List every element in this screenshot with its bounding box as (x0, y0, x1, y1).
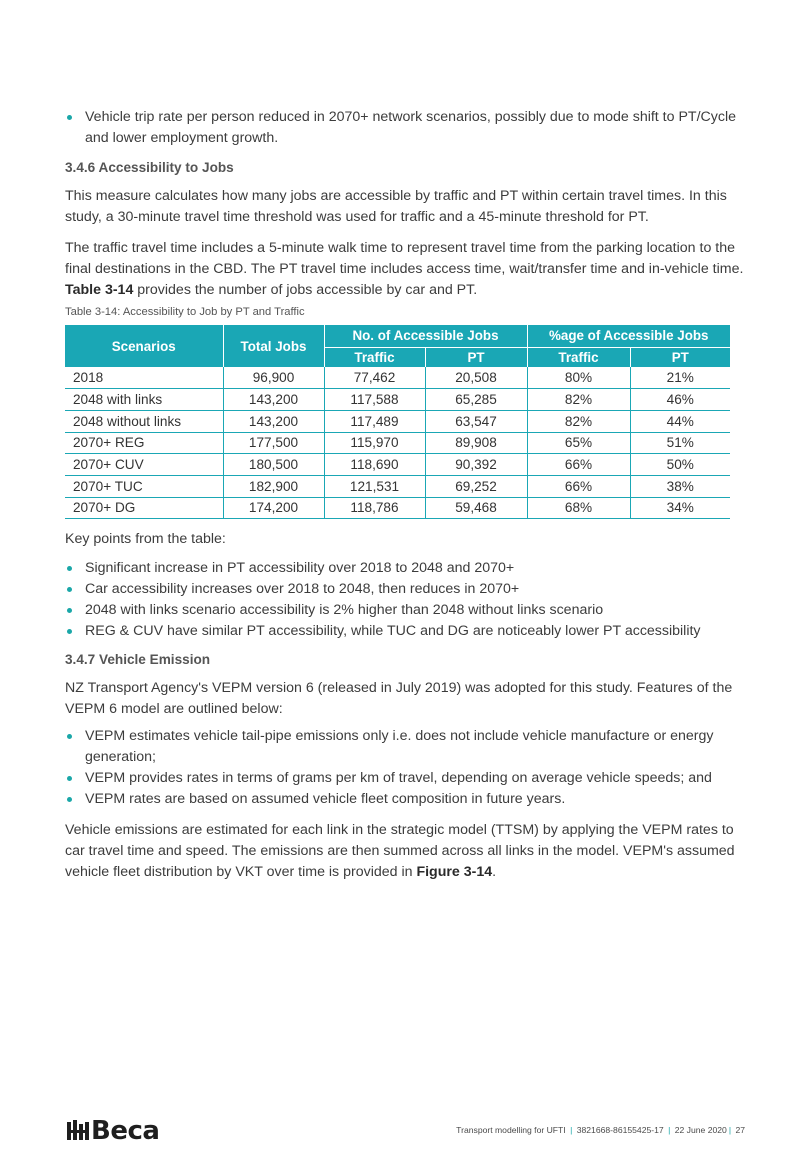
column-group-accessible-jobs: No. of Accessible Jobs (324, 325, 527, 347)
footer-separator: | (728, 1125, 734, 1135)
paragraph-text: provides the number of jobs accessible by car and PT. (133, 282, 478, 298)
table-row (65, 410, 730, 432)
paragraph-text: The traffic travel time includes a 5-minute walk time to represent travel time from the parking location to the final destinations in the CBD. The PT travel time includes access time, wait/transfer time and in-vehicle time. (65, 240, 744, 277)
cell-traffic-pct: 82% (527, 389, 630, 411)
list-item (65, 768, 745, 789)
footer-doc-ref: 3821668-86155425-17 (576, 1125, 664, 1135)
bullet-text: Vehicle trip rate per person reduced in 2070+ network scenarios, possibly due to mode shift to PT/Cycle and lower employment growth. (85, 109, 737, 146)
cell-pt: 20,508 (425, 367, 527, 389)
cell-pt-pct: 44% (630, 410, 730, 432)
vepm-features-list (65, 726, 745, 810)
cell-total: 96,900 (223, 367, 324, 389)
bullet-icon (67, 629, 72, 634)
page-content (65, 107, 745, 893)
accessibility-paragraph-2 (65, 238, 745, 301)
accessibility-table (65, 325, 730, 519)
list-item (65, 600, 745, 621)
paragraph-text: . (492, 864, 497, 881)
cell-scenario: 2070+ DG (65, 497, 223, 519)
list-item (65, 579, 745, 600)
cell-pt-pct: 46% (630, 389, 730, 411)
cell-total: 143,200 (223, 410, 324, 432)
cell-total: 180,500 (223, 454, 324, 476)
beca-logo (67, 1118, 159, 1144)
list-item (65, 107, 745, 149)
cell-traffic: 77,462 (324, 367, 425, 389)
footer-date: 22 June 2020 (674, 1125, 727, 1135)
beca-logo-text: Beca (91, 1116, 160, 1146)
section-heading-accessibility: 3.4.6 Accessibility to Jobs (65, 160, 234, 175)
cell-traffic-pct: 65% (527, 432, 630, 454)
cell-total: 143,200 (223, 389, 324, 411)
cell-pt-pct: 38% (630, 475, 730, 497)
table-row (65, 497, 730, 519)
table-row (65, 367, 730, 389)
bullet-text: VEPM estimates vehicle tail-pipe emissions only i.e. does not include vehicle manufacture or energy generation; (85, 728, 714, 766)
page-footer (456, 1125, 745, 1135)
cell-pt: 69,252 (425, 475, 527, 497)
emission-paragraph-2 (65, 820, 745, 883)
cell-traffic-pct: 66% (527, 454, 630, 476)
bullet-icon (67, 587, 72, 592)
column-header-total-jobs: Total Jobs (223, 325, 324, 367)
cell-pt: 90,392 (425, 454, 527, 476)
cell-traffic-pct: 80% (527, 367, 630, 389)
bullet-text: REG & CUV have similar PT accessibility, while TUC and DG are noticeably lower PT accessibility (85, 623, 701, 640)
table-row (65, 389, 730, 411)
column-group-percentage: %age of Accessible Jobs (527, 325, 730, 347)
emission-paragraph-1: NZ Transport Agency's VEPM version 6 (released in July 2019) was adopted for this study. Features of the VEPM 6 model are outlined below: (65, 680, 733, 718)
list-item (65, 621, 745, 642)
figure-reference: Figure 3-14 (416, 864, 493, 881)
cell-scenario: 2070+ TUC (65, 475, 223, 497)
bullet-text: VEPM rates are based on assumed vehicle fleet composition in future years. (85, 791, 566, 808)
intro-bullet-list (65, 107, 745, 149)
list-item (65, 726, 745, 768)
cell-traffic: 117,588 (324, 389, 425, 411)
list-item (65, 558, 745, 579)
cell-traffic: 118,690 (324, 454, 425, 476)
bullet-text: 2048 with links scenario accessibility is 2% higher than 2048 without links scenario (85, 602, 604, 619)
cell-pt: 65,285 (425, 389, 527, 411)
bullet-icon (67, 566, 72, 571)
beca-logo-icon (67, 1120, 89, 1142)
footer-separator: | (665, 1125, 673, 1135)
table-reference: Table 3-14 (65, 282, 134, 298)
key-points-intro: Key points from the table: (65, 531, 226, 548)
cell-scenario: 2048 without links (65, 410, 223, 432)
table-caption: Table 3-14: Accessibility to Job by PT and Traffic (65, 306, 305, 318)
bullet-icon (67, 776, 72, 781)
bullet-text: Car accessibility increases over 2018 to 2048, then reduces in 2070+ (85, 581, 520, 598)
cell-total: 177,500 (223, 432, 324, 454)
cell-traffic: 117,489 (324, 410, 425, 432)
section-heading-vehicle-emission: 3.4.7 Vehicle Emission (65, 652, 211, 668)
cell-traffic-pct: 82% (527, 410, 630, 432)
cell-pt-pct: 34% (630, 497, 730, 519)
column-header-scenarios: Scenarios (65, 325, 223, 367)
cell-traffic: 121,531 (324, 475, 425, 497)
table-row (65, 475, 730, 497)
cell-scenario: 2070+ REG (65, 432, 223, 454)
cell-total: 182,900 (223, 475, 324, 497)
bullet-text: VEPM provides rates in terms of grams per km of travel, depending on average vehicle speeds; and (85, 770, 712, 787)
cell-scenario: 2070+ CUV (65, 454, 223, 476)
paragraph-text: Vehicle emissions are estimated for each link in the strategic model (TTSM) by applying the VEPM rates to car travel time and speed. The emissions are then summed across all links in the model. VEPM's assumed vehicle fleet distribution by VKT over time is provided in (65, 822, 735, 881)
cell-pt-pct: 51% (630, 432, 730, 454)
cell-pt: 63,547 (425, 410, 527, 432)
footer-page-number: 27 (735, 1125, 745, 1135)
cell-traffic-pct: 66% (527, 475, 630, 497)
cell-pt: 59,468 (425, 497, 527, 519)
accessibility-paragraph-1: This measure calculates how many jobs are accessible by traffic and PT within certain travel times. In this study, a 30-minute travel time threshold was used for traffic and a 45-minute threshold for PT. (65, 188, 727, 225)
bullet-icon (67, 734, 72, 739)
table-header-row (65, 325, 730, 347)
cell-pt-pct: 21% (630, 367, 730, 389)
column-header-pt: PT (425, 347, 527, 367)
cell-traffic: 115,970 (324, 432, 425, 454)
bullet-text: Significant increase in PT accessibility over 2018 to 2048 and 2070+ (85, 560, 515, 577)
key-points-list (65, 558, 745, 642)
column-header-traffic-pct: Traffic (527, 347, 630, 367)
list-item (65, 789, 745, 810)
footer-doc-title: Transport modelling for UFTI (456, 1125, 566, 1135)
cell-total: 174,200 (223, 497, 324, 519)
table-row (65, 432, 730, 454)
cell-traffic-pct: 68% (527, 497, 630, 519)
cell-pt: 89,908 (425, 432, 527, 454)
cell-scenario: 2048 with links (65, 389, 223, 411)
table-row (65, 454, 730, 476)
column-header-traffic: Traffic (324, 347, 425, 367)
bullet-icon (67, 797, 72, 802)
bullet-icon (67, 608, 72, 613)
column-header-pt-pct: PT (630, 347, 730, 367)
cell-scenario: 2018 (65, 367, 223, 389)
bullet-icon (67, 115, 72, 120)
cell-traffic: 118,786 (324, 497, 425, 519)
footer-separator: | (567, 1125, 575, 1135)
cell-pt-pct: 50% (630, 454, 730, 476)
